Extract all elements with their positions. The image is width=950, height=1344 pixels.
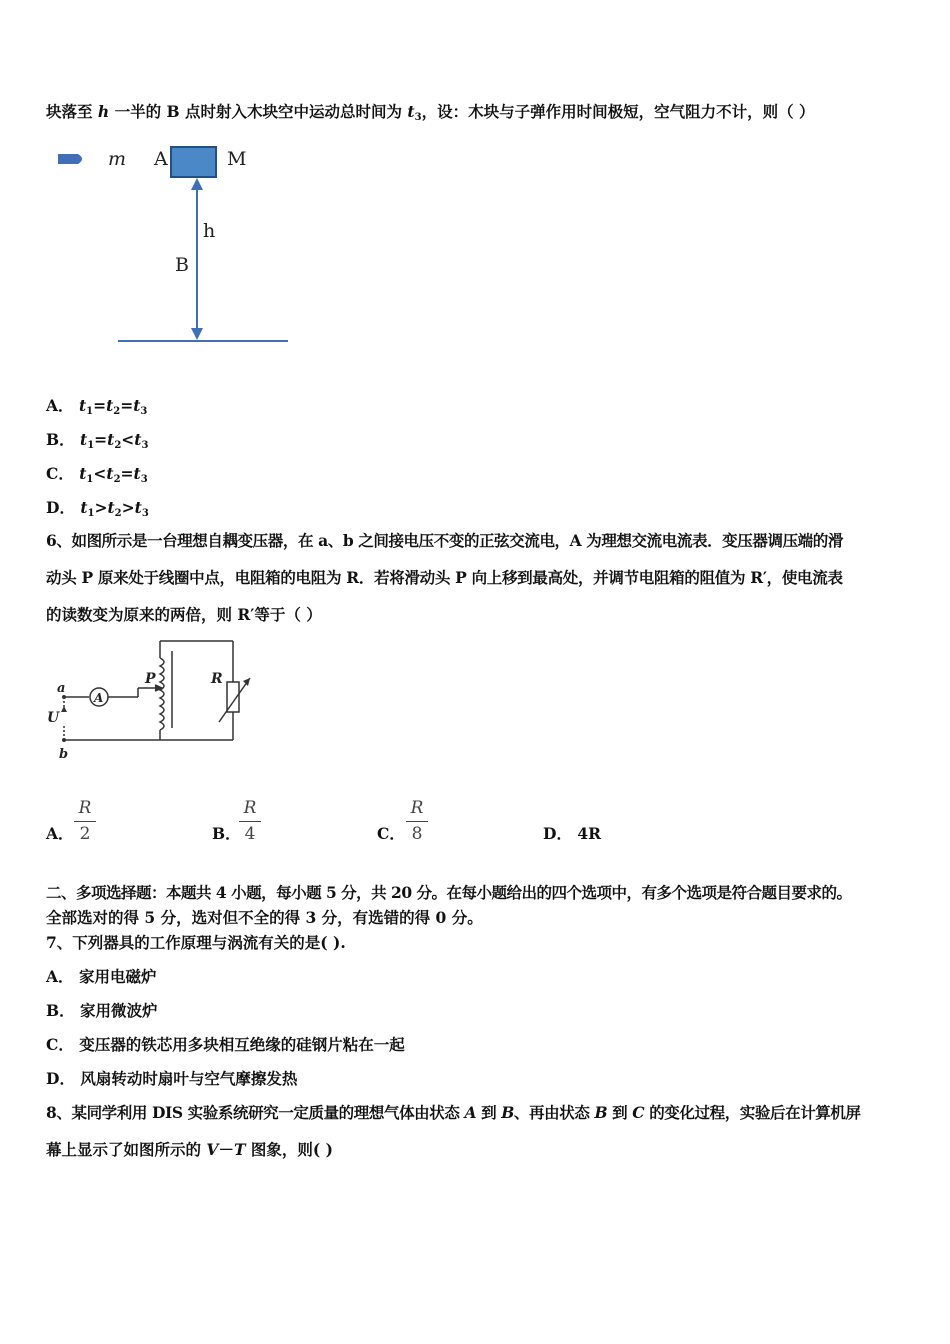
q7-option-c: C． 变压器的铁芯用多块相互绝缘的硅钢片粘在一起 <box>46 1035 405 1054</box>
wood-block <box>171 147 216 177</box>
section2-line2: 全部选对的得 5 分，选对但不全的得 3 分，有选错的得 0 分。 <box>46 908 483 927</box>
variable-arrow <box>219 678 250 722</box>
q5-option-c: C． $t_1<t_2=t_3$ <box>46 464 148 485</box>
q5-option-a: A． $t_1=t_2=t_3$ <box>46 396 148 417</box>
coil-icon <box>160 658 164 730</box>
label-P: P <box>145 671 156 687</box>
arrowhead-icon <box>243 678 250 686</box>
q6-option-b-label: B． <box>212 824 241 843</box>
label-ammeter: A <box>94 691 104 705</box>
q7-option-d: D． 风扇转动时扇叶与空气摩擦发热 <box>46 1069 298 1088</box>
arrow-down-icon <box>191 328 203 340</box>
q6-option-b-fraction: R 4 <box>239 798 261 844</box>
u-arrow-icon <box>61 706 67 712</box>
q7-stem: 7、下列器具的工作原理与涡流有关的是( ). <box>46 933 346 952</box>
q6-stem-line1: 6、如图所示是一台理想自耦变压器，在 a、b 之间接电压不变的正弦交流电，A 为理想交流电流表．变压器调压端的滑 <box>46 531 843 550</box>
q5-stem-h: h <box>97 102 110 121</box>
q5-stem: 块落至 h 一半的 B 点时射入木块空中运动总时间为 $t_3$，设：木块与子弹作用时间极短，空气阻力不计，则（ ） <box>46 102 815 123</box>
q7-option-b: B． 家用微波炉 <box>46 1001 158 1020</box>
label-U: U <box>47 710 60 726</box>
q6-stem-line2: 动头 P 原来处于线圈中点，电阻箱的电阻为 R．若将滑动头 P 向上移到最高处，并调节电阻箱的阻值为 R′，使电流表 <box>46 568 843 587</box>
q5-option-b: B． $t_1=t_2<t_3$ <box>46 430 149 451</box>
label-A: A <box>154 148 168 170</box>
q7-option-a: A． 家用电磁炉 <box>46 967 157 986</box>
label-B: B <box>175 254 189 276</box>
q5-option-d: D． $t_1>t_2>t_3$ <box>46 498 149 519</box>
q8-stem-line2: 幕上显示了如图所示的 V－T 图象，则( ) <box>46 1140 333 1159</box>
q5-figure <box>50 138 310 353</box>
q6-option-c-fraction: R 8 <box>406 798 428 844</box>
section2-line1: 二、多项选择题：本题共 4 小题，每小题 5 分，共 20 分。在每小题给出的四个选项中，有多个选项是符合题目要求的。 <box>46 883 852 902</box>
label-b: b <box>59 747 69 762</box>
q6-stem-line3: 的读数变为原来的两倍，则 R′等于（ ） <box>46 605 322 624</box>
q6-option-a-fraction: R 2 <box>74 798 96 844</box>
q6-option-c-label: C． <box>377 824 405 843</box>
label-m: m <box>108 148 127 170</box>
label-a: a <box>57 681 66 696</box>
label-h: h <box>203 220 216 242</box>
q8-stem-line1: 8、某同学利用 DIS 实验系统研究一定质量的理想气体由状态 A 到 B、再由状态 B 到 C 的变化过程，实验后在计算机屏 <box>46 1103 861 1122</box>
label-R: R <box>211 671 223 687</box>
arrow-up-icon <box>191 178 203 190</box>
q6-circuit-figure <box>44 636 264 766</box>
bullet-icon <box>58 154 82 164</box>
q6-option-d: D． 4R <box>543 824 602 843</box>
q6-option-a-label: A． <box>46 824 74 843</box>
label-M: M <box>227 148 247 170</box>
